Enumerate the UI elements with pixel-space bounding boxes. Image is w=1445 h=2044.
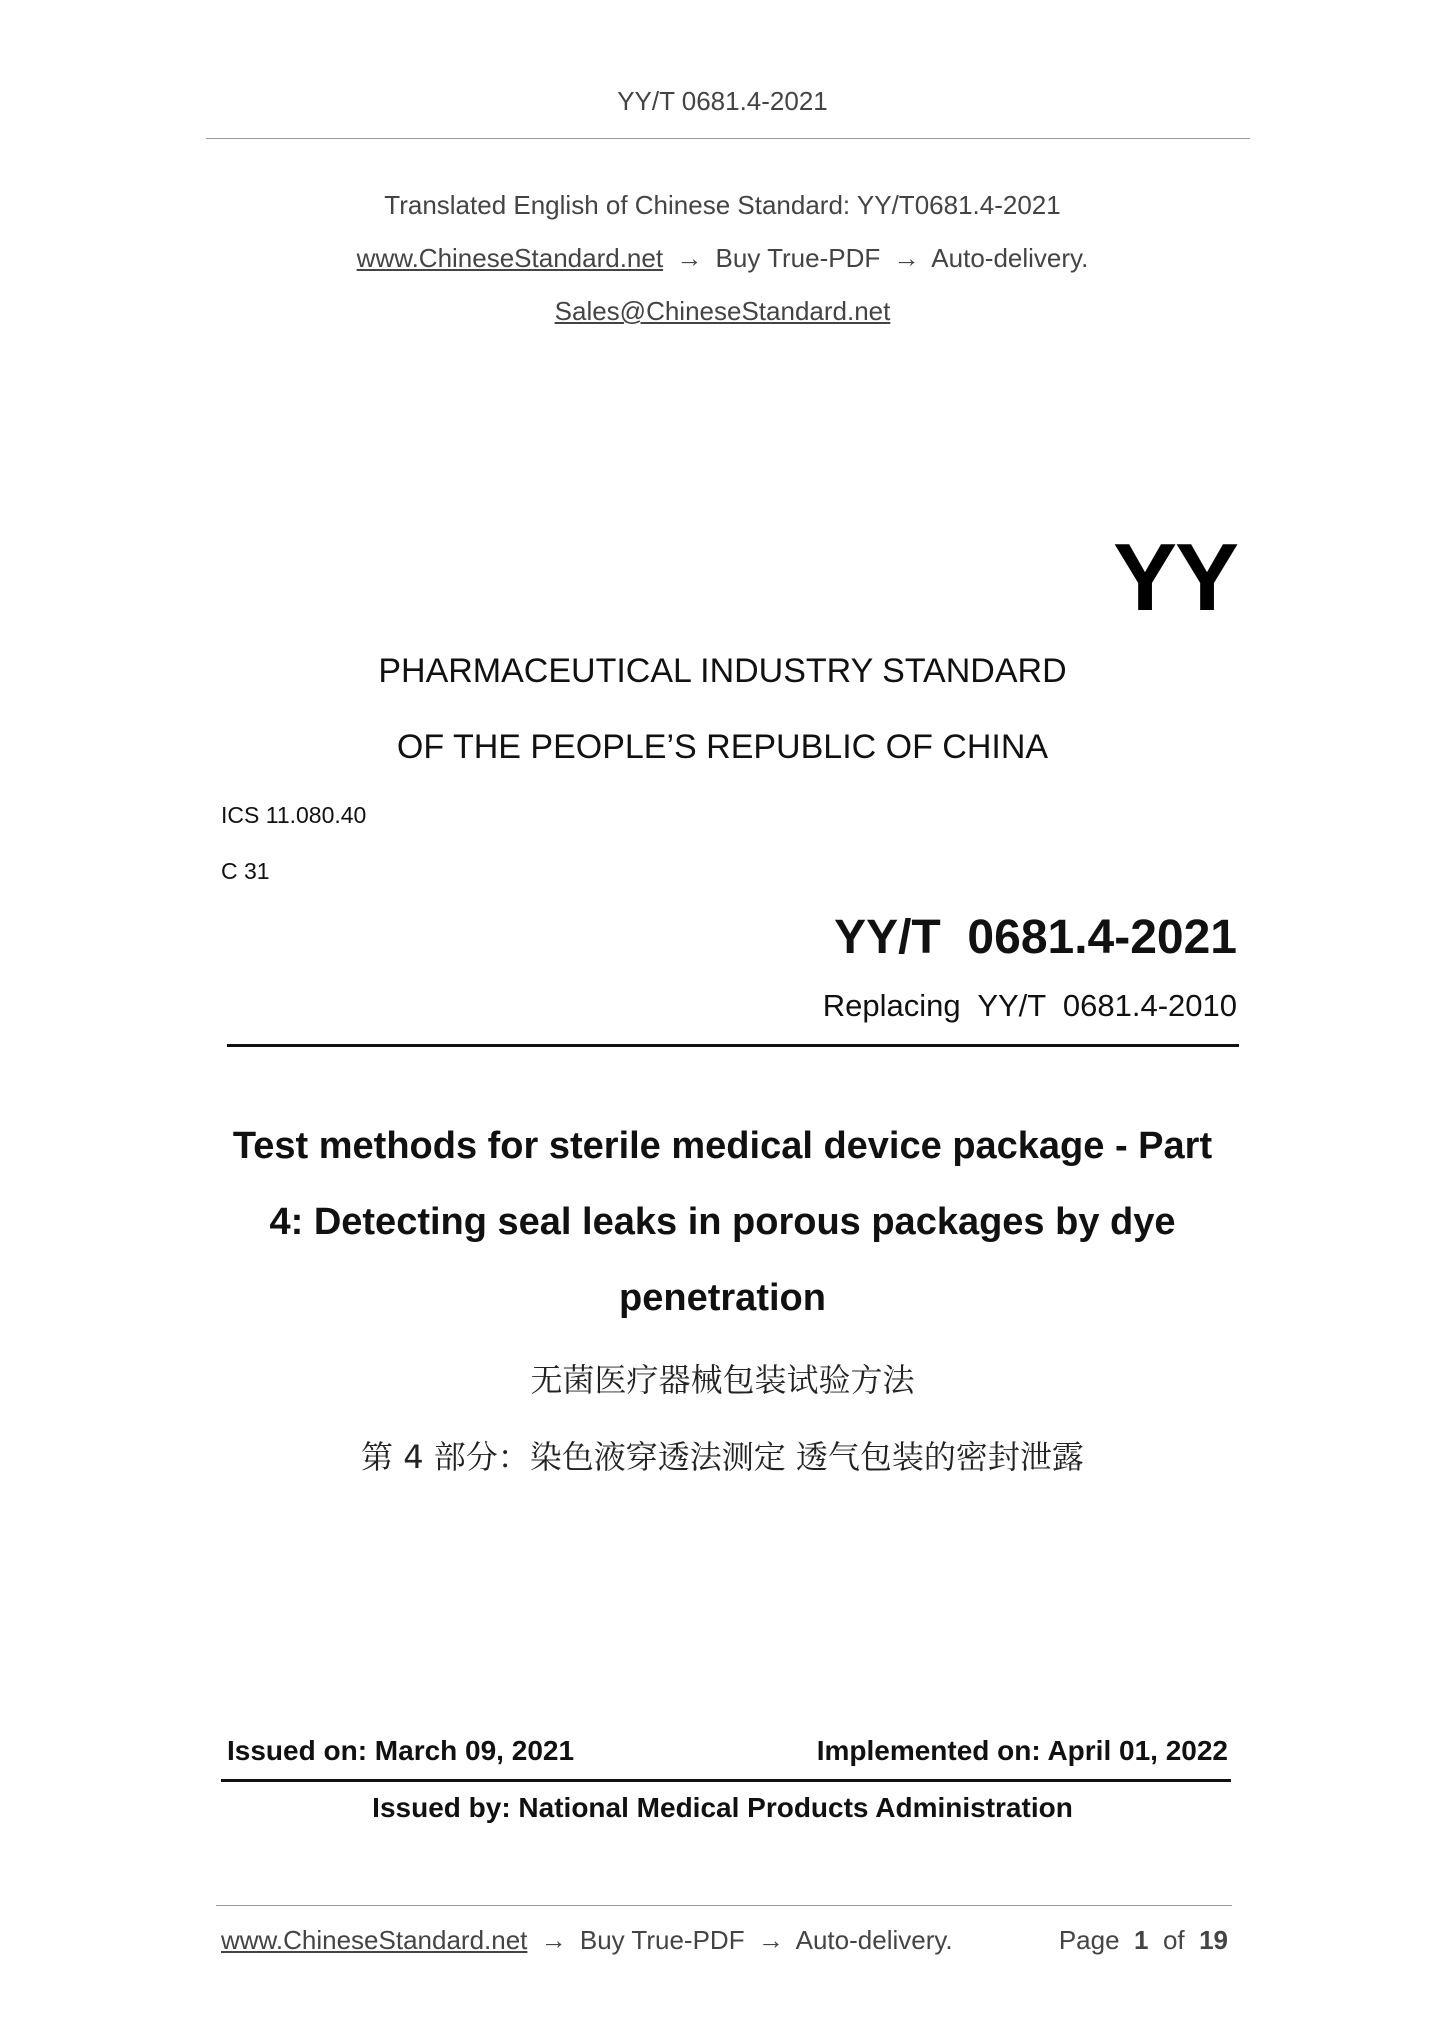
dates-divider: [221, 1779, 1231, 1782]
chinese-title-line-1: 无菌医疗器械包装试验方法: [530, 1361, 915, 1399]
website-link[interactable]: www.ChineseStandard.net: [356, 243, 664, 273]
page-label: Page: [1058, 1925, 1120, 1955]
intro-buy-line: [0, 243, 1445, 274]
page-indicator: [1059, 1925, 1228, 1956]
yy-standard-mark: YY: [1112, 524, 1237, 631]
page-of-label: of: [1162, 1925, 1185, 1955]
ccs-code: C 31: [221, 858, 270, 884]
page-current: 1: [1134, 1925, 1149, 1955]
ics-code: ICS 11.080.40: [221, 802, 367, 828]
implemented-on-date: Implemented on: April 01, 2022: [816, 1735, 1228, 1766]
issued-by: Issued by: National Medical Products Administration: [372, 1792, 1073, 1823]
email-line: [0, 296, 1445, 327]
replacing-standard: Replacing YY/T 0681.4-2010: [822, 988, 1237, 1023]
translated-notice: Translated English of Chinese Standard: YY/T0681.4-2021: [384, 190, 1061, 220]
header-standard-code: YY/T 0681.4-2021: [617, 86, 828, 116]
document-title-line-1: Test methods for sterile medical device package - Part: [232, 1125, 1213, 1167]
arrow-right-icon: →: [757, 1925, 784, 1955]
sales-email-link[interactable]: Sales@ChineseStandard.net: [554, 296, 891, 326]
footer-website-link[interactable]: www.ChineseStandard.net: [221, 1925, 528, 1955]
title-divider: [227, 1044, 1239, 1047]
document-title-line-3: penetration: [619, 1277, 826, 1319]
buy-pdf-text: Buy True-PDF: [715, 243, 881, 273]
standard-title-line-2: OF THE PEOPLE’S REPUBLIC OF CHINA: [396, 728, 1049, 766]
footer-divider: [216, 1905, 1232, 1906]
footer-auto-delivery-text: Auto-delivery.: [795, 1925, 953, 1955]
page-total: 19: [1199, 1925, 1228, 1955]
standard-title-line-1: PHARMACEUTICAL INDUSTRY STANDARD: [378, 652, 1067, 690]
document-title-line-2: 4: Detecting seal leaks in porous packages by dye: [269, 1201, 1176, 1243]
footer-buy-line: [221, 1925, 953, 1956]
header-divider: [206, 138, 1250, 139]
auto-delivery-text: Auto-delivery.: [931, 243, 1089, 273]
arrow-right-icon: →: [540, 1925, 567, 1955]
arrow-right-icon: →: [676, 243, 703, 273]
arrow-right-icon: →: [893, 243, 920, 273]
footer-buy-pdf-text: Buy True-PDF: [579, 1925, 745, 1955]
chinese-title-line-2: 第 4 部分：染色液穿透法测定 透气包装的密封泄露: [361, 1438, 1084, 1476]
standard-number: YY/T 0681.4-2021: [834, 911, 1237, 964]
issued-on-date: Issued on: March 09, 2021: [227, 1735, 575, 1766]
